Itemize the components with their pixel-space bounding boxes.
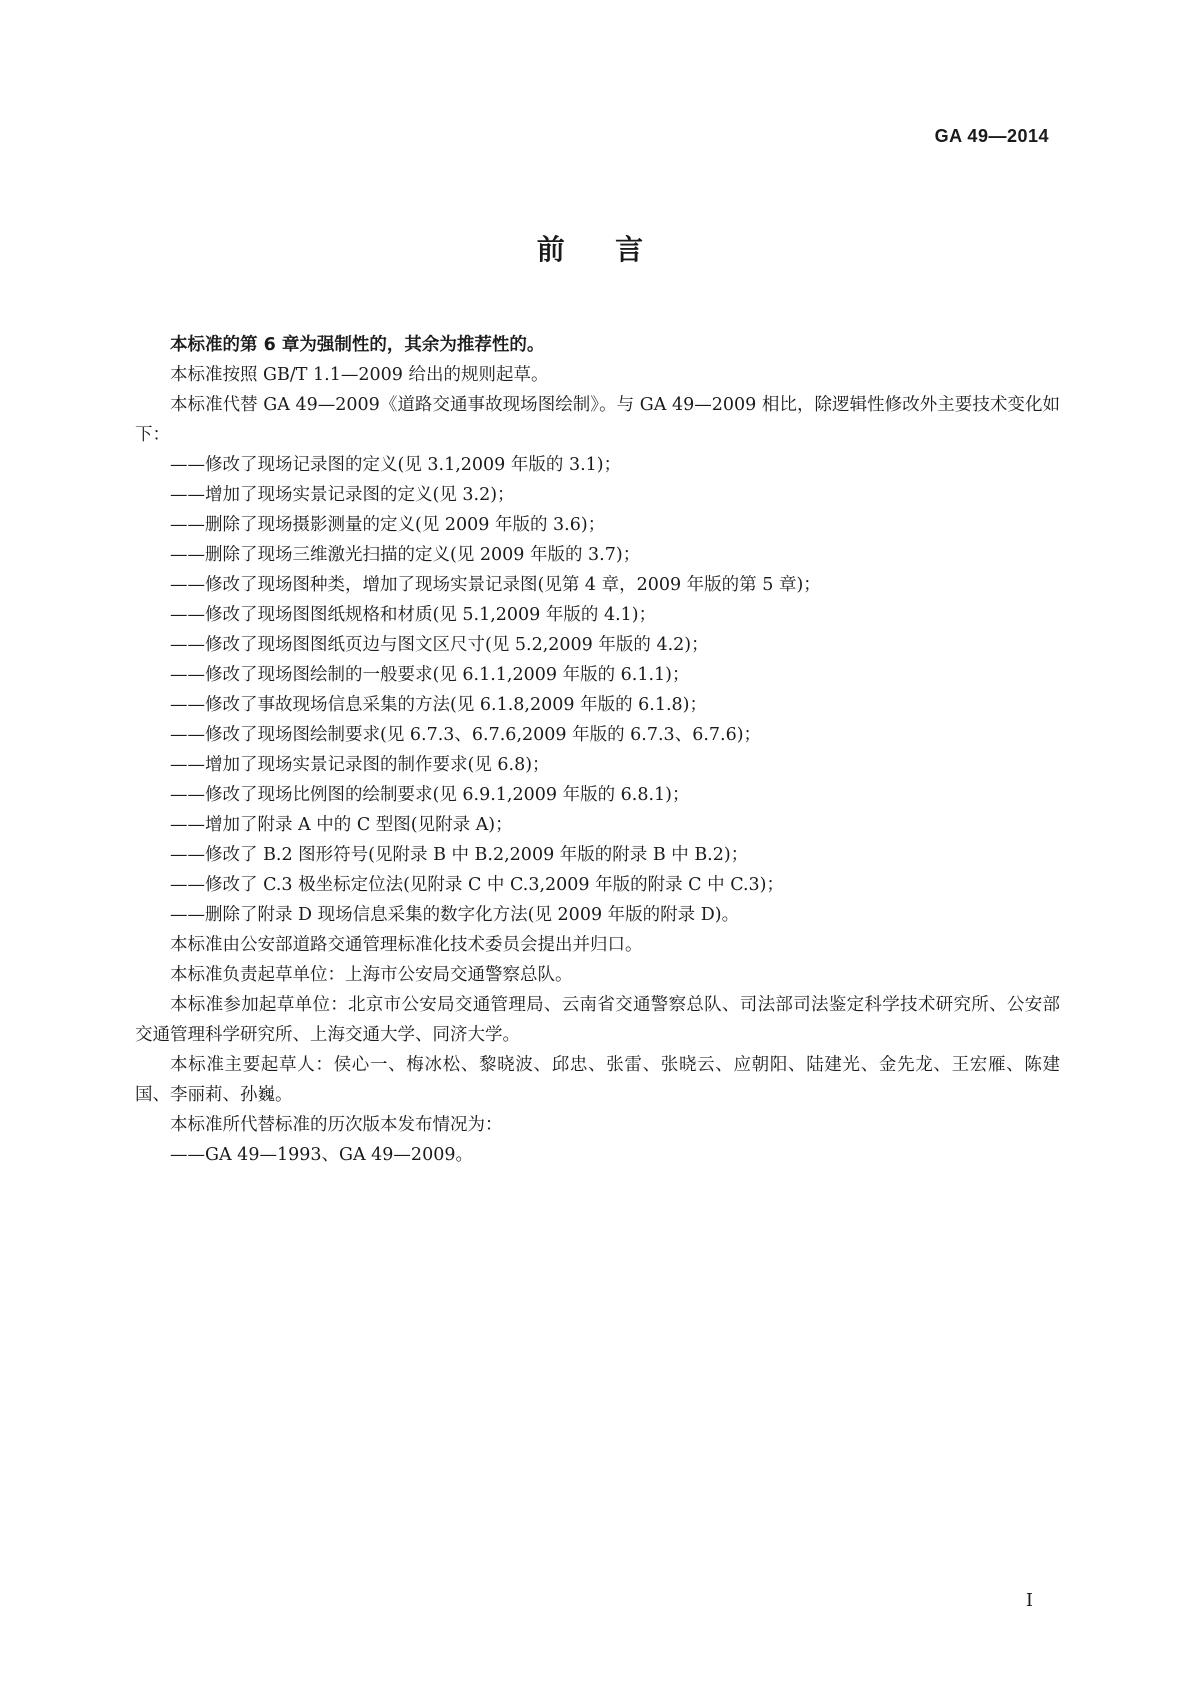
change-item: ——删除了现场摄影测量的定义(见 2009 年版的 3.6)； [170, 515, 606, 535]
change-item: ——增加了附录 A 中的 C 型图(见附录 A)； [170, 815, 513, 835]
page-number: I [1025, 1590, 1033, 1611]
participating-units-statement: 本标准参加起草单位：北京市公安局交通管理局、云南省交通警察总队、司法部司法鉴定科学技术研究所、公安部交通管理科学研究所、上海交通大学、同济大学。 [135, 995, 1060, 1045]
version-history-item: ——GA 49—1993、GA 49—2009。 [170, 1145, 473, 1165]
change-item: ——修改了 C.3 极坐标定位法(见附录 C 中 C.3,2009 年版的附录 C 中 C.3)； [170, 875, 784, 895]
change-item: ——修改了现场图种类，增加了现场实景记录图(见第 4 章，2009 年版的第 5 章)； [170, 575, 821, 595]
change-item: ——修改了现场图图纸规格和材质(见 5.1,2009 年版的 4.1)； [170, 605, 657, 625]
change-item: ——删除了附录 D 现场信息采集的数字化方法(见 2009 年版的附录 D)。 [170, 905, 740, 925]
change-item: ——修改了现场图绘制要求(见 6.7.3、6.7.6,2009 年版的 6.7.3、6.7.6)； [170, 725, 762, 745]
change-list [135, 450, 1060, 930]
document-code: GA 49—2014 [934, 126, 1049, 146]
drafting-unit-statement: 本标准负责起草单位：上海市公安局交通警察总队。 [170, 965, 573, 985]
change-item: ——增加了现场实景记录图的定义(见 3.2)； [170, 485, 515, 505]
replacement-statement: 本标准代替 GA 49—2009《道路交通事故现场图绘制》。与 GA 49—2009 相比，除逻辑性修改外主要技术变化如下： [135, 395, 1060, 445]
change-item: ——修改了事故现场信息采集的方法(见 6.1.8,2009 年版的 6.1.8)； [170, 695, 707, 715]
change-item: ——删除了现场三维激光扫描的定义(见 2009 年版的 3.7)； [170, 545, 641, 565]
change-item: ——修改了现场图图纸页边与图文区尺寸(见 5.2,2009 年版的 4.2)； [170, 635, 709, 655]
mandatory-clause-statement: 本标准的第 6 章为强制性的，其余为推荐性的。 [170, 335, 545, 355]
change-item: ——修改了 B.2 图形符号(见附录 B 中 B.2,2009 年版的附录 B 中 B.2)； [170, 845, 749, 865]
change-item: ——修改了现场比例图的绘制要求(见 6.9.1,2009 年版的 6.8.1)； [170, 785, 690, 805]
change-item: ——修改了现场记录图的定义(见 3.1,2009 年版的 3.1)； [170, 455, 622, 475]
change-item: ——增加了现场实景记录图的制作要求(见 6.8)； [170, 755, 550, 775]
page-title: 前 言 [536, 233, 655, 266]
change-item: ——修改了现场图绘制的一般要求(见 6.1.1,2009 年版的 6.1.1)； [170, 665, 690, 685]
main-drafters-statement: 本标准主要起草人：侯心一、梅冰松、黎晓波、邱忠、张雷、张晓云、应朝阳、陆建光、金先龙、王宏雁、陈建国、李丽莉、孙巍。 [135, 1055, 1060, 1105]
version-history-intro: 本标准所代替标准的历次版本发布情况为： [170, 1115, 503, 1135]
version-history-list [135, 1140, 1060, 1170]
proposer-statement: 本标准由公安部道路交通管理标准化技术委员会提出并归口。 [170, 935, 643, 955]
drafting-rules-statement: 本标准按照 GB/T 1.1—2009 给出的规则起草。 [170, 365, 549, 385]
foreword-body [135, 330, 1060, 1170]
